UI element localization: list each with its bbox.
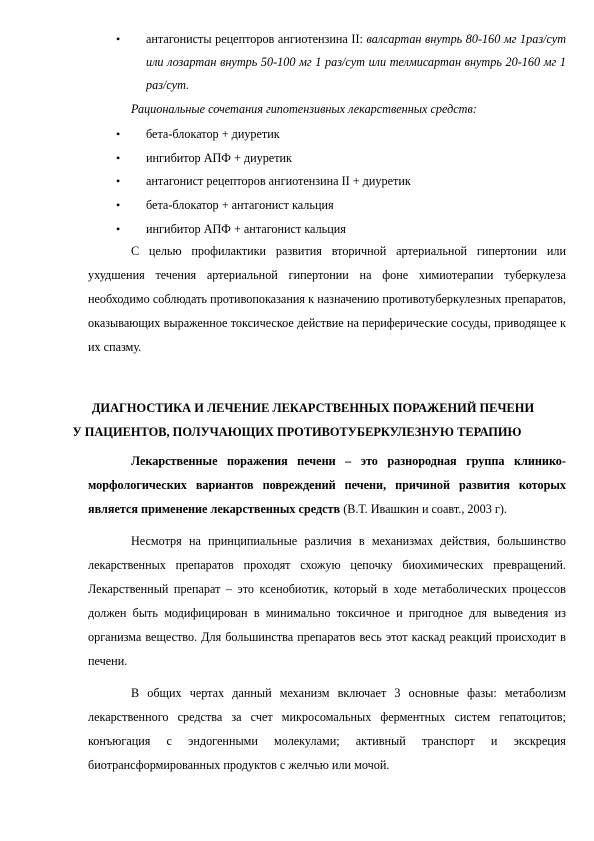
combo-item-label: бета-блокатор + антагонист кальция xyxy=(146,198,334,212)
definition-bold: является применение лекарственных средств xyxy=(88,502,341,516)
bullet-dot-icon: • xyxy=(116,127,121,141)
bullet-dot-icon: • xyxy=(116,32,121,46)
definition-line: морфологических вариантов повреждений печени, причиной развития которых xyxy=(88,478,566,492)
para2-line: печени. xyxy=(88,654,128,668)
arb-italic-2: или лозартан внутрь 50-100 мг 1 раз/сут или телмисартан внутрь 20-160 мг 1 xyxy=(146,55,566,69)
combo-item-label: ингибитор АПФ + антагонист кальция xyxy=(146,222,346,236)
combo-item-label: ингибитор АПФ + диуретик xyxy=(146,151,292,165)
definition-line xyxy=(88,502,507,517)
arb-prefix: антагонисты рецепторов ангиотензина II: xyxy=(146,32,367,46)
para1-line: необходимо соблюдать противопоказания к назначению противотуберкулезных препаратов, xyxy=(88,292,566,306)
para3-line: биотрансформированных продуктов с желчью или мочой. xyxy=(88,758,390,772)
para1-line: ухудшения течения артериальной гипертонии на фоне химиотерапии туберкулеза xyxy=(88,268,566,282)
bullet-dot-icon: • xyxy=(116,198,121,212)
para1-line: их спазму. xyxy=(88,340,142,354)
arb-italic-3: раз/сут. xyxy=(146,78,190,92)
arb-italic-1: валсартан внутрь 80-160 мг 1раз/сут xyxy=(366,32,566,46)
para2-line: должен быть модифицирован в минимально токсичное и пригодное для выведения из xyxy=(88,606,566,620)
bullet-arb-line1 xyxy=(146,32,566,47)
definition-citation: (В.Т. Ивашкин и соавт., 2003 г). xyxy=(340,502,507,516)
definition-line: Лекарственные поражения печени – это разнородная группа клинико- xyxy=(131,454,566,468)
combo-item-label: антагонист рецепторов ангиотензина II + диуретик xyxy=(146,174,411,188)
combos-heading: Рациональные сочетания гипотензивных лекарственных средств: xyxy=(131,102,477,116)
section-title-line2: У ПАЦИЕНТОВ, ПОЛУЧАЮЩИХ ПРОТИВОТУБЕРКУЛЕЗНУЮ ТЕРАПИЮ xyxy=(72,425,522,439)
para2-line: организма вещество. Для большинства препаратов весь этот каскад реакций происходит в xyxy=(88,630,566,644)
para2-line: Несмотря на принципиальные различия в механизмах действия, большинство xyxy=(131,534,566,548)
para2-line: Лекарственный препарат – это ксенобиотик, который в ходе метаболических процессов xyxy=(88,582,566,596)
section-title-line1: ДИАГНОСТИКА И ЛЕЧЕНИЕ ЛЕКАРСТВЕННЫХ ПОРАЖЕНИЙ ПЕЧЕНИ xyxy=(91,401,535,415)
para1-line: С целью профилактики развития вторичной артериальной гипертонии или xyxy=(131,244,566,258)
para3-line: лекарственного средства за счет микросомальных ферментных систем гепатоцитов; xyxy=(88,710,566,724)
para3-line: конъюгация с эндогенными молекулами; активный транспорт и экскреция xyxy=(88,734,566,748)
bullet-dot-icon: • xyxy=(116,151,121,165)
bullet-dot-icon: • xyxy=(116,222,121,236)
para1-line: оказывающих выраженное токсическое действие на периферические сосуды, приводящее к xyxy=(88,316,566,330)
para2-line: лекарственных препаратов проходят схожую цепочку биохимических превращений. xyxy=(88,558,566,572)
combo-item-label: бета-блокатор + диуретик xyxy=(146,127,280,141)
bullet-dot-icon: • xyxy=(116,174,121,188)
para3-line: В общих чертах данный механизм включает 3 основные фазы: метаболизм xyxy=(131,686,566,700)
